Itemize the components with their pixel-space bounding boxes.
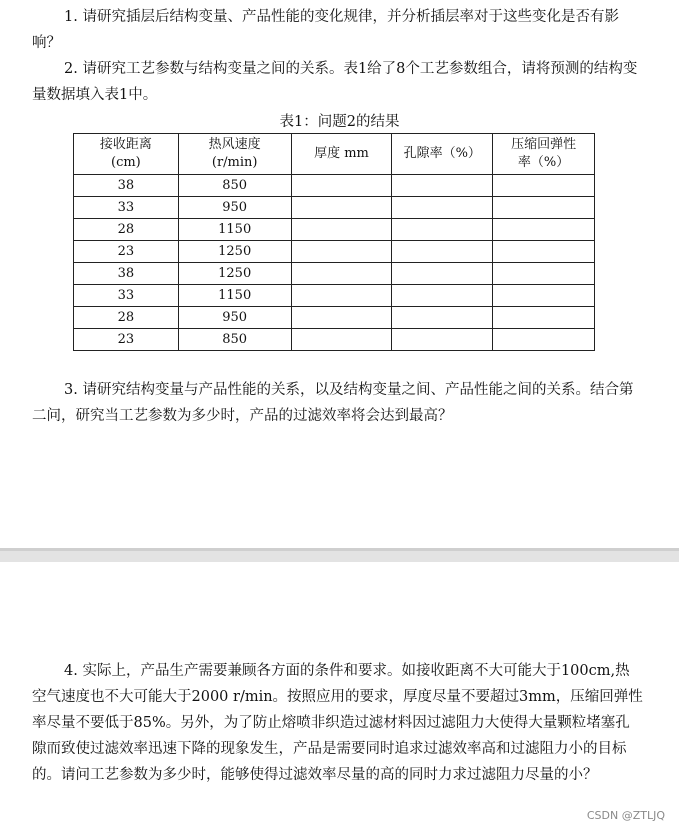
cell-porosity bbox=[392, 307, 493, 329]
table-header-row bbox=[74, 134, 595, 175]
document-page-2 bbox=[0, 562, 679, 830]
cell-rebound bbox=[493, 197, 595, 219]
table-row bbox=[74, 285, 595, 307]
cell-rebound bbox=[493, 175, 595, 197]
header-rebound-line2: 率（%） bbox=[517, 155, 570, 170]
cell-thickness bbox=[291, 175, 392, 197]
cell-thickness bbox=[291, 197, 392, 219]
cell-distance: 33 bbox=[74, 197, 179, 219]
header-distance bbox=[74, 134, 179, 175]
cell-porosity bbox=[392, 285, 493, 307]
header-rebound-line1: 压缩回弹性 bbox=[511, 137, 577, 152]
table-caption: 表1：问题2的结果 bbox=[279, 114, 400, 130]
cell-thickness bbox=[291, 219, 392, 241]
table-row bbox=[74, 197, 595, 219]
cell-speed: 1250 bbox=[178, 241, 291, 263]
cell-speed: 1250 bbox=[178, 263, 291, 285]
header-porosity-line1: 孔隙率（%） bbox=[403, 146, 481, 161]
cell-porosity bbox=[392, 241, 493, 263]
cell-rebound bbox=[493, 285, 595, 307]
table-row bbox=[74, 219, 595, 241]
header-speed-line1: 热风速度 bbox=[208, 137, 261, 152]
cell-porosity bbox=[392, 263, 493, 285]
cell-speed: 950 bbox=[178, 197, 291, 219]
cell-distance: 23 bbox=[74, 329, 179, 351]
results-table bbox=[73, 133, 595, 351]
header-distance-line1: 接收距离 bbox=[99, 137, 152, 152]
header-thickness bbox=[291, 134, 392, 175]
cell-distance: 38 bbox=[74, 263, 179, 285]
question-4: 4. 实际上，产品生产需要兼顾各方面的条件和要求。如接收距离不大可能大于100cm,热空气速度也不大可能大于2000 r/min。按照应用的要求，厚度尽量不要超过3mm，压缩回弹性率尽量不要低于85%。另外，为了防止熔喷非织造过滤材料因过滤阻力大使得大量颗粒堵塞孔隙而致使过滤效率迅速下降的现象发生，产品是需要同时追求过滤效率高和过滤阻力小的目标的。请问工艺参数为多少时，能够使得过滤效率尽量的高的同时力求过滤阻力尽量的小？ bbox=[32, 663, 643, 783]
cell-thickness bbox=[291, 263, 392, 285]
cell-thickness bbox=[291, 241, 392, 263]
cell-distance: 28 bbox=[74, 219, 179, 241]
cell-rebound bbox=[493, 329, 595, 351]
cell-porosity bbox=[392, 219, 493, 241]
header-distance-line2: (cm) bbox=[111, 155, 141, 170]
table-row bbox=[74, 241, 595, 263]
header-speed bbox=[178, 134, 291, 175]
table-row bbox=[74, 263, 595, 285]
page-gap-shadow bbox=[0, 548, 679, 551]
cell-thickness bbox=[291, 329, 392, 351]
cell-rebound bbox=[493, 219, 595, 241]
cell-speed: 850 bbox=[178, 329, 291, 351]
cell-distance: 33 bbox=[74, 285, 179, 307]
question-1: 1. 请研究插层后结构变量、产品性能的变化规律，并分析插层率对于这些变化是否有影响？ bbox=[32, 9, 619, 51]
page-gap bbox=[0, 548, 679, 562]
table-row bbox=[74, 307, 595, 329]
cell-porosity bbox=[392, 329, 493, 351]
cell-rebound bbox=[493, 307, 595, 329]
cell-speed: 1150 bbox=[178, 285, 291, 307]
cell-speed: 850 bbox=[178, 175, 291, 197]
cell-porosity bbox=[392, 197, 493, 219]
cell-distance: 23 bbox=[74, 241, 179, 263]
header-rebound bbox=[493, 134, 595, 175]
header-porosity bbox=[392, 134, 493, 175]
cell-rebound bbox=[493, 263, 595, 285]
header-thickness-line1: 厚度 mm bbox=[314, 146, 369, 161]
cell-rebound bbox=[493, 241, 595, 263]
question-3: 3. 请研究结构变量与产品性能的关系，以及结构变量之间、产品性能之间的关系。结合第二问，研究当工艺参数为多少时，产品的过滤效率将会达到最高？ bbox=[32, 382, 634, 424]
cell-speed: 1150 bbox=[178, 219, 291, 241]
cell-thickness bbox=[291, 307, 392, 329]
cell-distance: 38 bbox=[74, 175, 179, 197]
csdn-watermark: CSDN @ZTLJQ bbox=[586, 809, 665, 822]
table-row bbox=[74, 175, 595, 197]
table-row bbox=[74, 329, 595, 351]
question-2: 2. 请研究工艺参数与结构变量之间的关系。表1给了8个工艺参数组合，请将预测的结构变量数据填入表1中。 bbox=[32, 61, 638, 103]
cell-distance: 28 bbox=[74, 307, 179, 329]
header-speed-line2: (r/min) bbox=[211, 155, 258, 170]
cell-thickness bbox=[291, 285, 392, 307]
cell-speed: 950 bbox=[178, 307, 291, 329]
cell-porosity bbox=[392, 175, 493, 197]
